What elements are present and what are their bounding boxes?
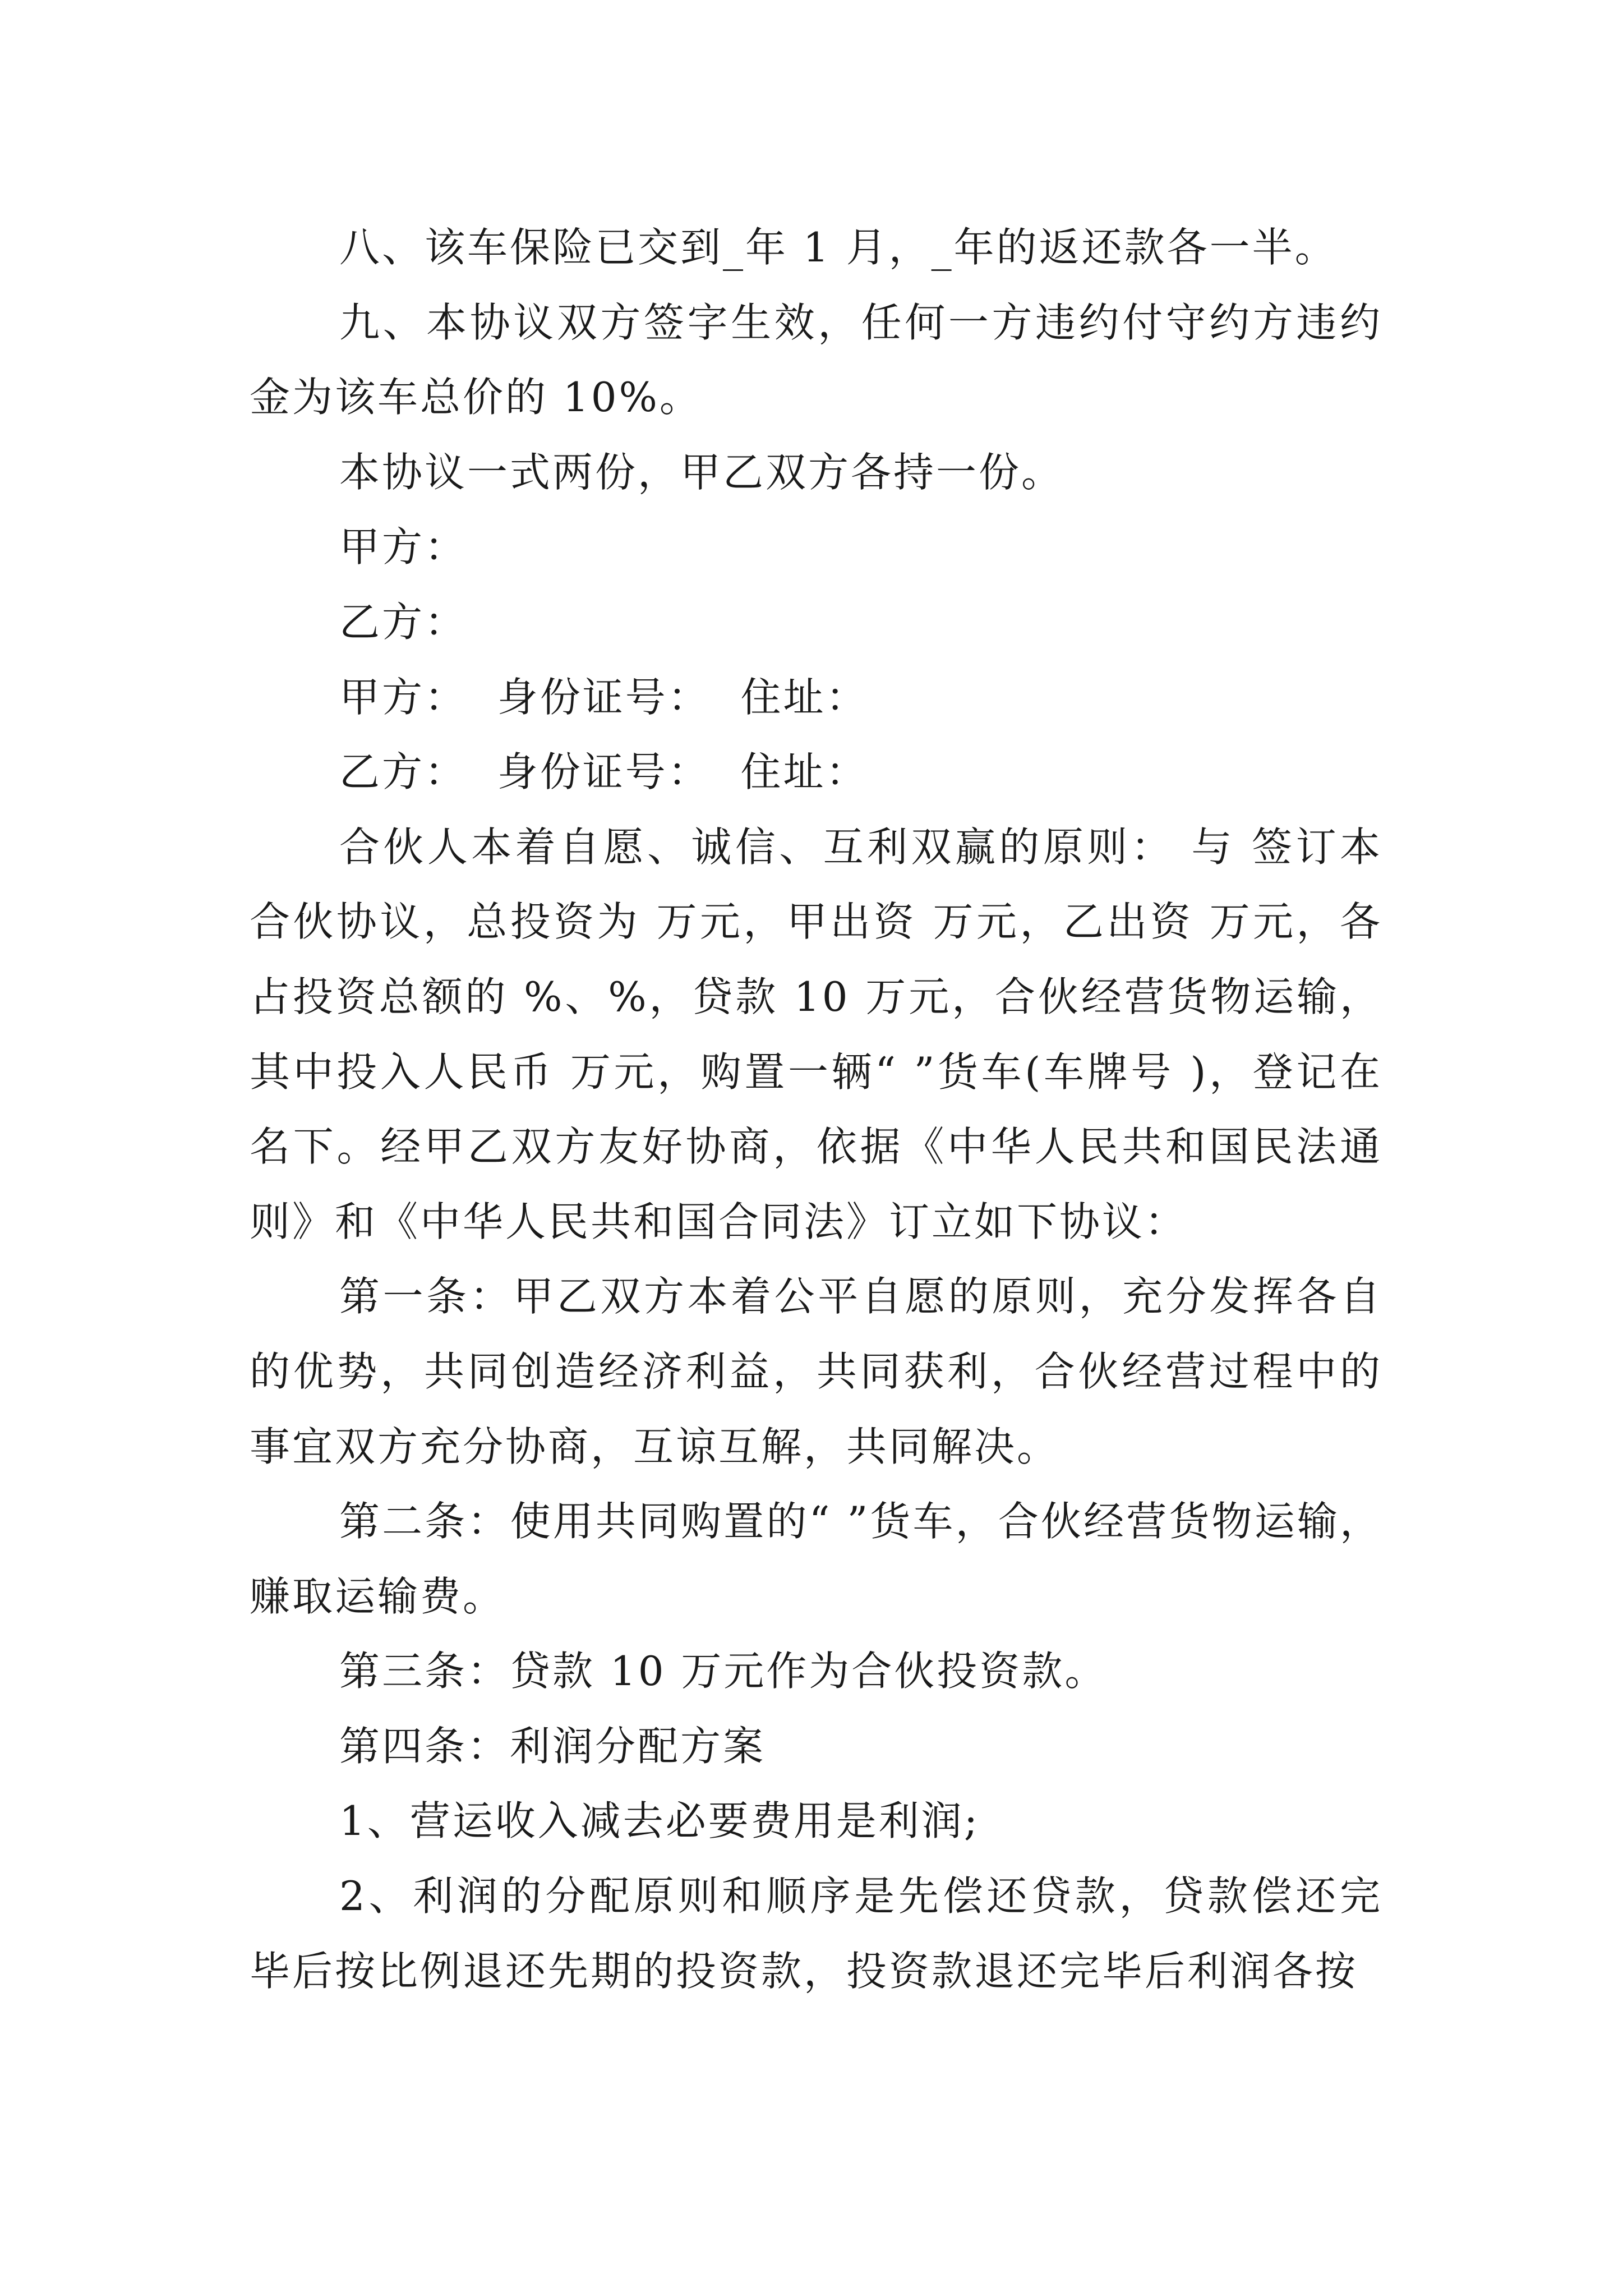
party-a-signature: 甲方： [339,523,468,571]
copies-statement: 本协议一式两份，甲乙双方各持一份。 [339,448,1064,496]
preamble: 合伙人本着自愿、诚信、互利双赢的原则： 与 签订本合伙协议，总投资为 万元，甲出资 万元，乙出资 万元，各占投资总额的 %、%，贷款 10 万元，合伙经营货物运输，其中投入人民币 万元，购置一辆“ ”货车(车牌号 )，登记在 名下。经甲乙双方友好协商，依据《中华人民共和国民法通则》和《中华人民共和国合同法》订立如下协议： [250,823,1398,1245]
document-body [250,210,1398,2009]
article-3: 第三条：贷款 10 万元作为合伙投资款。 [339,1648,1108,1695]
party-a-info: 甲方： 身份证号： 住址： [339,673,869,721]
party-b-info: 乙方： 身份证号： 住址： [339,748,869,796]
article-4-item-2: 2、利润的分配原则和顺序是先偿还贷款，贷款偿还完毕后按比例退还先期的投资款，投资款退还完毕后利润各按 [250,1872,1382,1995]
article-4-item-1: 1、营运收入减去必要费用是利润; [339,1797,980,1845]
article-1: 第一条：甲乙双方本着公平自愿的原则，充分发挥各自的优势，共同创造经济利益，共同获利，合伙经营过程中的事宜双方充分协商，互谅互解，共同解决。 [250,1273,1382,1470]
clause-8-insurance: 八、该车保险已交到_年 1 月，_年的返还款各一半。 [339,224,1338,271]
article-2: 第二条：使用共同购置的“ ”货车，合伙经营货物运输，赚取运输费。 [250,1498,1382,1620]
article-4-heading: 第四条：利润分配方案 [339,1722,766,1770]
clause-9-penalty: 九、本协议双方签字生效，任何一方违约付守约方违约金为该车总价的 10%。 [250,298,1382,421]
party-b-signature: 乙方： [339,598,468,646]
